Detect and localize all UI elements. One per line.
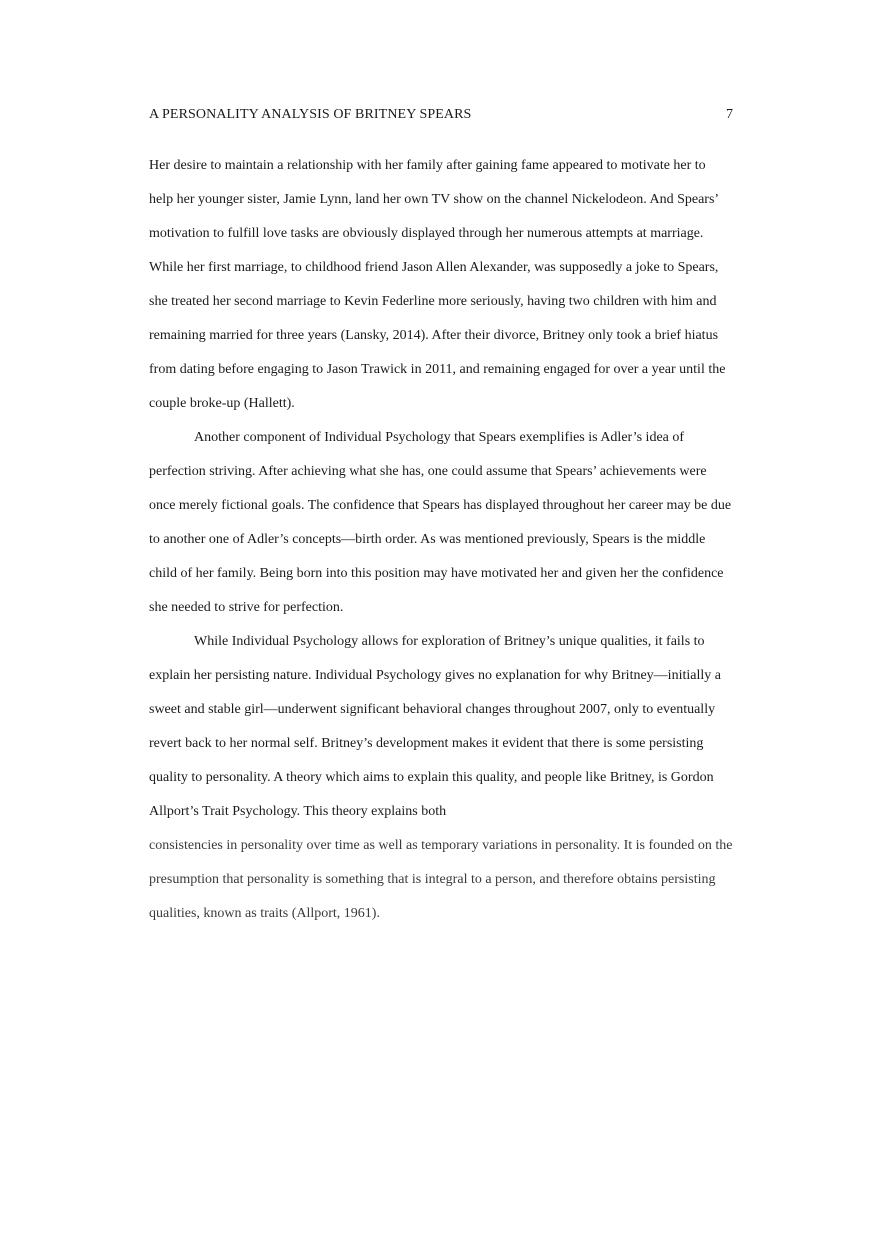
paragraph-continued: Her desire to maintain a relationship with her family after gaining fame appeared to motivate her to help her younger sister, Jamie Lynn, land her own TV show on the channel Nickelodeon. And Spears’ motivation to fulfill love tasks are obviously displayed through her numerous attempts at marriage. While her first marriage, to childhood friend Jason Allen Alexander, was supposedly a joke to Spears, she treated her second marriage to Kevin Federline more seriously, having two children with him and remaining married for three years (Lansky, 2014). After their divorce, Britney only took a brief hiatus from dating before engaging to Jason Trawick in 2011, and remaining engaged for over a year until the couple broke-up (Hallett). bbox=[149, 158, 726, 411]
paragraph-trait-psychology: consistencies in personality over time as well as temporary variations in personality. It is founded on the presumption that personality is something that is integral to a person, and therefore obtains persisting qualities, known as traits (Allport, 1961). bbox=[149, 838, 733, 921]
paragraph-persisting-nature: While Individual Psychology allows for exploration of Britney’s unique qualities, it fails to explain her persisting nature. Individual Psychology gives no explanation for why Britney—initially a sweet and stable girl—underwent significant behavioral changes throughout 2007, only to eventually revert back to her normal self. Britney’s development makes it evident that there is some persisting quality to personality. A theory which aims to explain this quality, and people like Britney, is Gordon Allport’s Trait Psychology. This theory explains both bbox=[149, 634, 721, 819]
page-number: 7 bbox=[726, 107, 733, 122]
paragraph-perfection-striving: Another component of Individual Psychology that Spears exemplifies is Adler’s idea of perfection striving. After achieving what she has, one could assume that Spears’ achievements were once merely fictional goals. The confidence that Spears has displayed throughout her career may be due to another one of Adler’s concepts—birth order. As was mentioned previously, Spears is the middle child of her family. Being born into this position may have motivated her and given her the confidence she needed to strive for perfection. bbox=[149, 430, 732, 615]
running-head bbox=[149, 105, 733, 125]
body-text bbox=[149, 149, 733, 931]
running-title: A PERSONALITY ANALYSIS OF BRITNEY SPEARS bbox=[149, 107, 472, 122]
